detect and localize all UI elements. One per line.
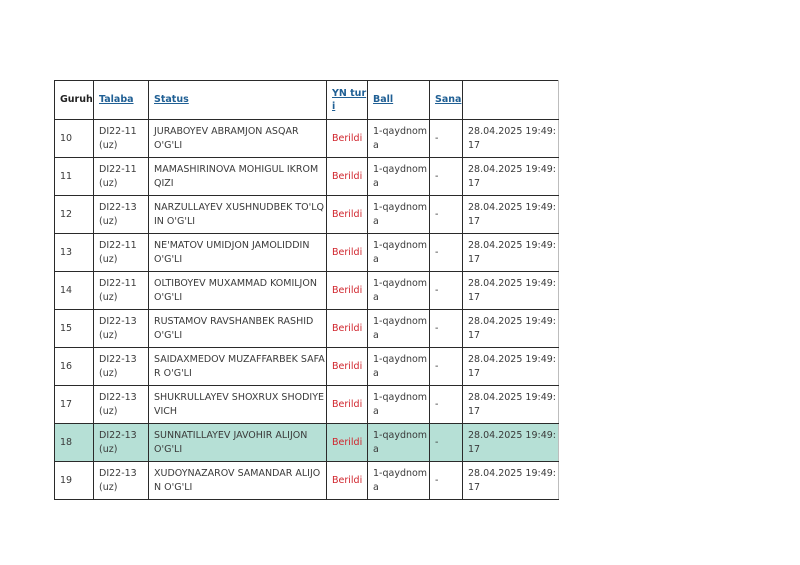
status-cell: Berildi [327, 348, 368, 386]
status-cell: Berildi [327, 272, 368, 310]
student-cell: XUDOYNAZAROV SAMANDAR ALIJON O'G'LI [149, 462, 327, 500]
yn-turi-cell: 1-qaydnoma [368, 348, 430, 386]
ball-cell: - [430, 272, 463, 310]
table-row[interactable] [55, 272, 559, 310]
student-cell: JURABOYEV ABRAMJON ASQAR O'G'LI [149, 120, 327, 158]
header-talaba[interactable] [94, 81, 149, 120]
ball-cell: - [430, 462, 463, 500]
group-cell: DI22-13 (uz) [94, 348, 149, 386]
row-number: 15 [55, 310, 94, 348]
row-number: 11 [55, 158, 94, 196]
row-number: 17 [55, 386, 94, 424]
ball-cell: - [430, 348, 463, 386]
yn-turi-cell: 1-qaydnoma [368, 196, 430, 234]
row-number: 13 [55, 234, 94, 272]
status-cell: Berildi [327, 196, 368, 234]
status-cell: Berildi [327, 158, 368, 196]
date-cell: 28.04.2025 19:49:17 [463, 272, 559, 310]
date-cell: 28.04.2025 19:49:17 [463, 234, 559, 272]
row-number: 14 [55, 272, 94, 310]
row-number: 19 [55, 462, 94, 500]
date-cell: 28.04.2025 19:49:17 [463, 196, 559, 234]
row-number: 12 [55, 196, 94, 234]
yn-turi-cell: 1-qaydnoma [368, 234, 430, 272]
ball-cell: - [430, 386, 463, 424]
date-cell: 28.04.2025 19:49:17 [463, 120, 559, 158]
sort-status-link[interactable]: Status [154, 94, 189, 106]
yn-turi-cell: 1-qaydnoma [368, 272, 430, 310]
table-row[interactable] [55, 158, 559, 196]
yn-turi-cell: 1-qaydnoma [368, 386, 430, 424]
ball-cell: - [430, 234, 463, 272]
student-cell: MAMASHIRINOVA MOHIGUL IKROM QIZI [149, 158, 327, 196]
sort-ball-link[interactable]: Ball [373, 94, 394, 106]
table-body [55, 120, 559, 500]
table-row[interactable] [55, 310, 559, 348]
student-cell: OLTIBOYEV MUXAMMAD KOMILJON O'G'LI [149, 272, 327, 310]
group-cell: DI22-13 (uz) [94, 196, 149, 234]
sort-sana-link[interactable]: Sana [435, 94, 462, 106]
table-row[interactable] [55, 120, 559, 158]
row-number: 18 [55, 424, 94, 462]
group-cell: DI22-11 (uz) [94, 158, 149, 196]
group-cell: DI22-13 (uz) [94, 386, 149, 424]
student-cell: SAIDAXMEDOV MUZAFFARBEK SAFAR O'G'LI [149, 348, 327, 386]
status-cell: Berildi [327, 234, 368, 272]
student-cell: NE'MATOV UMIDJON JAMOLIDDIN O'G'LI [149, 234, 327, 272]
ball-cell: - [430, 424, 463, 462]
date-cell: 28.04.2025 19:49:17 [463, 462, 559, 500]
students-table [54, 80, 559, 500]
sort-talaba-link[interactable]: Talaba [99, 94, 134, 106]
header-status[interactable] [149, 81, 327, 120]
yn-turi-cell: 1-qaydnoma [368, 424, 430, 462]
header-yn-turi[interactable] [327, 81, 368, 120]
table-row[interactable] [55, 234, 559, 272]
status-cell: Berildi [327, 310, 368, 348]
student-cell: SUNNATILLAYEV JAVOHIR ALIJON O'G'LI [149, 424, 327, 462]
student-cell: NARZULLAYEV XUSHNUDBEK TO'LQIN O'G'LI [149, 196, 327, 234]
group-cell: DI22-11 (uz) [94, 272, 149, 310]
table-row[interactable] [55, 386, 559, 424]
header-row [55, 81, 559, 120]
header-guruh: Guruh [55, 81, 94, 120]
ball-cell: - [430, 158, 463, 196]
ball-cell: - [430, 310, 463, 348]
group-cell: DI22-11 (uz) [94, 234, 149, 272]
date-cell: 28.04.2025 19:49:17 [463, 310, 559, 348]
ball-cell: - [430, 196, 463, 234]
sort-yn-turi-link[interactable]: YN turi [332, 87, 367, 112]
group-cell: DI22-13 (uz) [94, 462, 149, 500]
yn-turi-cell: 1-qaydnoma [368, 462, 430, 500]
yn-turi-cell: 1-qaydnoma [368, 120, 430, 158]
status-cell: Berildi [327, 462, 368, 500]
status-cell: Berildi [327, 386, 368, 424]
row-number: 10 [55, 120, 94, 158]
table-row[interactable] [55, 348, 559, 386]
date-cell: 28.04.2025 19:49:17 [463, 158, 559, 196]
student-cell: SHUKRULLAYEV SHOXRUX SHODIYEVICH [149, 386, 327, 424]
ball-cell: - [430, 120, 463, 158]
header-ball[interactable] [368, 81, 430, 120]
status-cell: Berildi [327, 424, 368, 462]
header-sana[interactable] [430, 81, 463, 120]
group-cell: DI22-13 (uz) [94, 310, 149, 348]
group-cell: DI22-13 (uz) [94, 424, 149, 462]
header-empty [463, 81, 559, 120]
status-cell: Berildi [327, 120, 368, 158]
row-number: 16 [55, 348, 94, 386]
student-cell: RUSTAMOV RAVSHANBEK RASHID O'G'LI [149, 310, 327, 348]
table-row[interactable] [55, 462, 559, 500]
yn-turi-cell: 1-qaydnoma [368, 310, 430, 348]
table-row[interactable] [55, 196, 559, 234]
yn-turi-cell: 1-qaydnoma [368, 158, 430, 196]
date-cell: 28.04.2025 19:49:17 [463, 424, 559, 462]
table-row-selected[interactable] [55, 424, 559, 462]
group-cell: DI22-11 (uz) [94, 120, 149, 158]
date-cell: 28.04.2025 19:49:17 [463, 348, 559, 386]
date-cell: 28.04.2025 19:49:17 [463, 386, 559, 424]
